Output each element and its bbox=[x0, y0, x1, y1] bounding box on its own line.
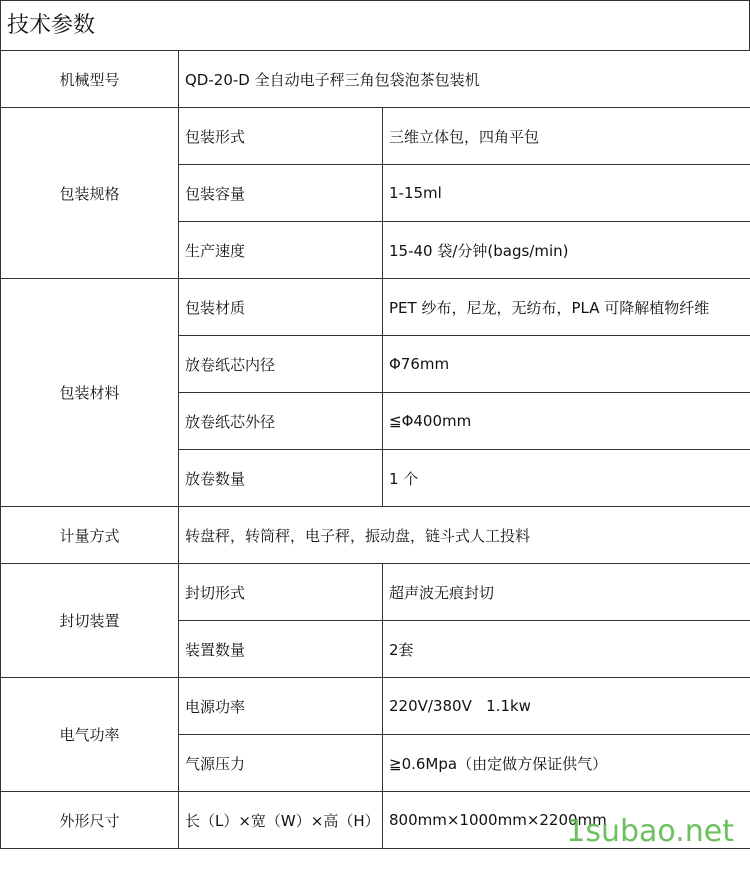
row-value: 2套 bbox=[383, 621, 750, 678]
row-value: 三维立体包，四角平包 bbox=[383, 108, 750, 165]
packaging-material-label: 包装材料 bbox=[1, 279, 179, 507]
dimensions-value: 800mm×1000mm×2200mm bbox=[383, 792, 750, 849]
row-label: 放卷数量 bbox=[179, 450, 383, 507]
watermark: 1subao.net bbox=[566, 814, 734, 849]
row-value: 220V/380V 1.1kw bbox=[383, 678, 750, 735]
row-value: 1 个 bbox=[383, 450, 750, 507]
table-row bbox=[1, 108, 750, 165]
row-value: ≦Φ400mm bbox=[383, 393, 750, 450]
dimensions-label: 外形尺寸 bbox=[1, 792, 179, 849]
packaging-spec-label: 包装规格 bbox=[1, 108, 179, 279]
row-value: Φ76mm bbox=[383, 336, 750, 393]
metering-value: 转盘秤，转筒秤，电子秤，振动盘，链斗式人工投料 bbox=[179, 507, 750, 564]
row-label: 包装材质 bbox=[179, 279, 383, 336]
sealing-label: 封切装置 bbox=[1, 564, 179, 678]
model-label: 机械型号 bbox=[1, 51, 179, 108]
table-row bbox=[1, 564, 750, 621]
model-value: QD-20-D 全自动电子秤三角包袋泡茶包装机 bbox=[179, 51, 750, 108]
row-value: 1-15ml bbox=[383, 165, 750, 222]
row-value: 15-40 袋/分钟(bags/min) bbox=[383, 222, 750, 279]
power-label: 电气功率 bbox=[1, 678, 179, 792]
row-label: 包装形式 bbox=[179, 108, 383, 165]
row-label: 电源功率 bbox=[179, 678, 383, 735]
metering-label: 计量方式 bbox=[1, 507, 179, 564]
row-label: 装置数量 bbox=[179, 621, 383, 678]
table-row bbox=[1, 51, 750, 108]
row-label: 封切形式 bbox=[179, 564, 383, 621]
table-row bbox=[1, 678, 750, 735]
row-value: ≧0.6Mpa（由定做方保证供气） bbox=[383, 735, 750, 792]
dimensions-sub-label: 长（L）×宽（W）×高（H） bbox=[179, 792, 383, 849]
table-row bbox=[1, 279, 750, 336]
table-row bbox=[1, 507, 750, 564]
row-label: 放卷纸芯内径 bbox=[179, 336, 383, 393]
page-title: 技术参数 bbox=[0, 0, 750, 50]
row-value: PET 纱布，尼龙，无纺布，PLA 可降解植物纤维 bbox=[383, 279, 750, 336]
row-label: 生产速度 bbox=[179, 222, 383, 279]
row-label: 气源压力 bbox=[179, 735, 383, 792]
row-label: 包装容量 bbox=[179, 165, 383, 222]
spec-table bbox=[0, 50, 750, 849]
row-label: 放卷纸芯外径 bbox=[179, 393, 383, 450]
row-value: 超声波无痕封切 bbox=[383, 564, 750, 621]
